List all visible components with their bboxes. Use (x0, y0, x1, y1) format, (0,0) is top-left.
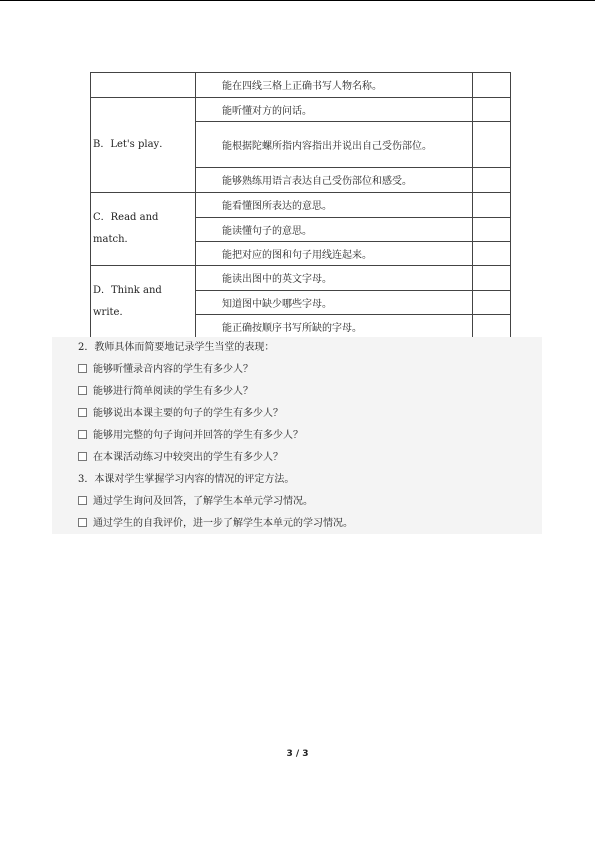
section-cell-empty (91, 73, 196, 98)
rating-box (473, 291, 511, 315)
checklist-text: 能够说出本课主要的句子的学生有多少人？ (93, 408, 283, 419)
notes-heading-3: 3．本课对学生掌握学习内容的情况的评定方法。 (78, 474, 295, 485)
checklist-item (52, 425, 542, 447)
rating-box (473, 193, 511, 218)
evaluation-table (90, 72, 511, 339)
checklist-text: 通过学生询问及回答，了解学生本单元学习情况。 (93, 496, 313, 507)
checklist-text: 能够进行简单阅读的学生有多少人？ (93, 386, 253, 397)
item-cell (196, 291, 473, 315)
table-row (91, 266, 511, 291)
section-label: C．Read and match． (93, 212, 159, 245)
page-number: 3 / 3 (286, 749, 309, 759)
checklist-item (52, 359, 542, 381)
section-label: D．Think and write． (93, 285, 162, 318)
checklist-item (52, 447, 542, 469)
item-cell (196, 266, 473, 291)
item-text: 能看懂图所表达的意思。 (222, 201, 332, 212)
rating-box (473, 168, 511, 193)
item-cell (196, 122, 473, 168)
rating-box (473, 242, 511, 266)
table-row (91, 98, 511, 122)
checklist-item (52, 381, 542, 403)
checkbox-icon (78, 518, 87, 527)
rating-box (473, 98, 511, 122)
item-cell (196, 168, 473, 193)
item-cell (196, 242, 473, 266)
section-label: B．Let's play． (93, 139, 170, 150)
item-cell (196, 73, 473, 98)
item-text: 能读出图中的英文字母。 (222, 274, 332, 285)
item-text: 知道图中缺少哪些字母。 (222, 298, 332, 310)
checklist-text: 能够听懂录音内容的学生有多少人？ (93, 364, 253, 375)
item-text: 能够熟练用语言表达自己受伤部位和感受。 (222, 176, 412, 187)
checkbox-icon (78, 452, 87, 461)
checkbox-icon (78, 364, 87, 373)
item-cell (196, 98, 473, 122)
checklist-item (52, 403, 542, 425)
item-cell (196, 193, 473, 218)
checklist-text: 能够用完整的句子询问并回答的学生有多少人？ (93, 430, 303, 441)
section-label-cell (91, 98, 196, 193)
teacher-notes (52, 337, 542, 534)
top-rule (0, 0, 595, 1)
table-row (91, 73, 511, 98)
checkbox-icon (78, 430, 87, 439)
checklist-item (52, 491, 542, 513)
item-text: 能根据陀螺所指内容指出并说出自己受伤部位。 (222, 140, 432, 152)
section-label-cell (91, 193, 196, 266)
checklist-text: 在本课活动练习中较突出的学生有多少人？ (93, 452, 283, 463)
notes-heading-2: 2．教师具体而简要地记录学生当堂的表现： (78, 342, 275, 353)
item-cell (196, 218, 473, 242)
checklist-item (52, 513, 542, 535)
item-text: 能听懂对方的问话。 (222, 105, 312, 117)
checkbox-icon (78, 496, 87, 505)
checkbox-icon (78, 408, 87, 417)
checkbox-icon (78, 386, 87, 395)
rating-box (473, 218, 511, 242)
rating-box (473, 266, 511, 291)
item-text: 能读懂句子的意思。 (222, 225, 312, 237)
item-cell (196, 315, 473, 339)
rating-box (473, 122, 511, 168)
item-text: 能在四线三格上正确书写人物名称。 (222, 81, 382, 92)
item-text: 能正确按顺序书写所缺的字母。 (222, 322, 362, 334)
checklist-text: 通过学生的自我评价，进一步了解学生本单元的学习情况。 (93, 518, 353, 529)
item-text: 能把对应的图和句子用线连起来。 (222, 249, 372, 261)
rating-box (473, 73, 511, 98)
section-label-cell (91, 266, 196, 339)
rating-box (473, 315, 511, 339)
table-row (91, 193, 511, 218)
